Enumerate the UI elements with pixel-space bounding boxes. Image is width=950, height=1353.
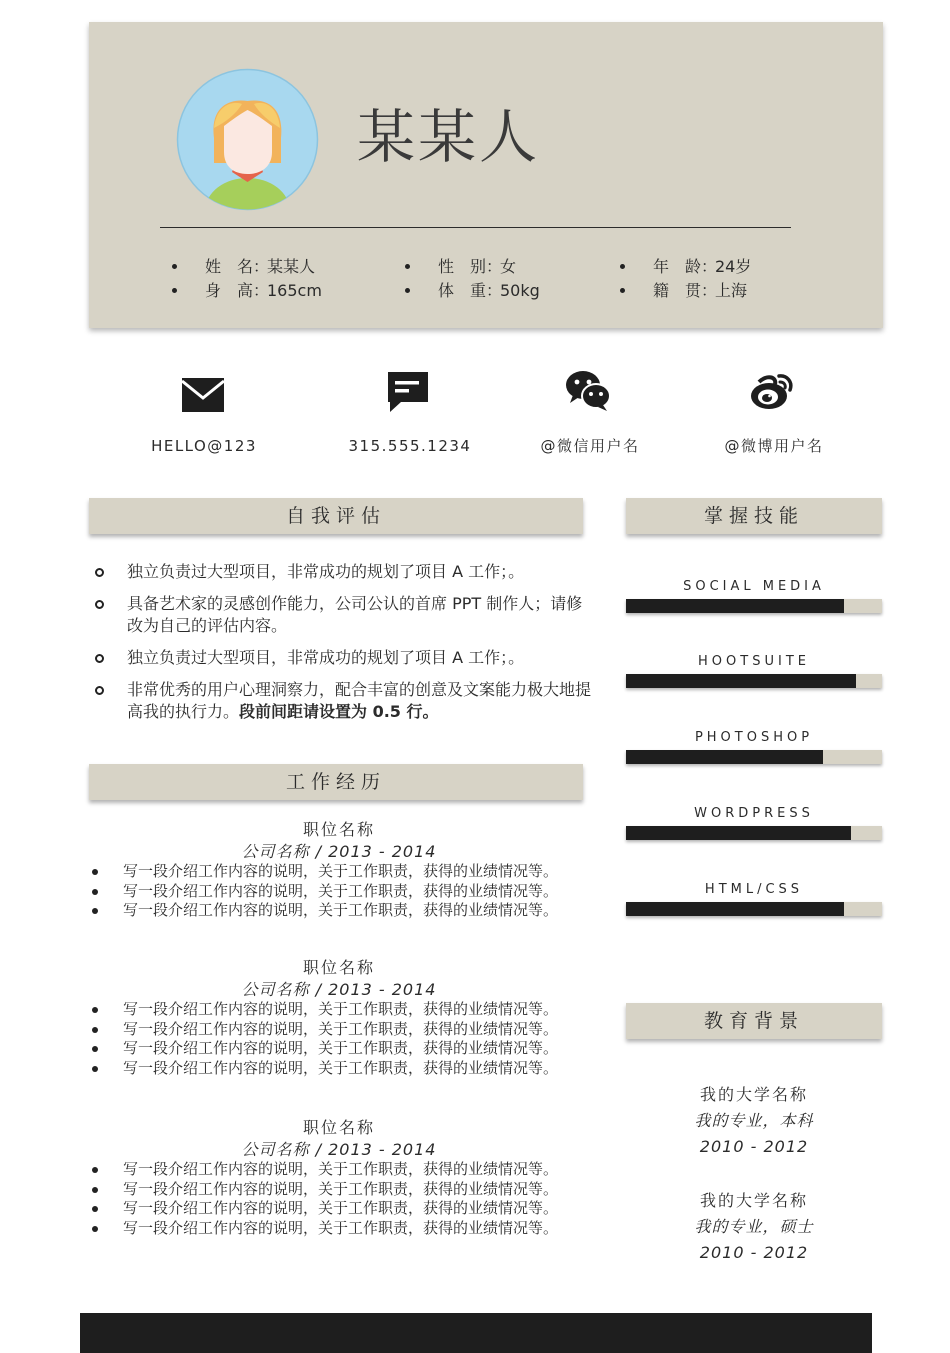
skill-bar (626, 826, 882, 840)
job-title: 职位名称 (302, 820, 375, 839)
ring-bullet-icon (95, 654, 104, 663)
education-heading: 教育背景 (626, 1003, 882, 1039)
person-name: 某某人 (357, 103, 541, 171)
skill-bar-fill (626, 750, 823, 764)
list-item: 写一段介绍工作内容的说明，关于工作职责，获得的业绩情况等。 (89, 1180, 599, 1200)
job-company: 公司名称 / 2013 - 2014 (241, 1140, 437, 1159)
list-item: 写一段介绍工作内容的说明，关于工作职责，获得的业绩情况等。 (89, 882, 599, 902)
weibo-icon (749, 368, 795, 414)
ring-bullet-icon (95, 686, 104, 695)
list-item: 写一段介绍工作内容的说明，关于工作职责，获得的业绩情况等。 (89, 1039, 599, 1059)
info-gender: 性 别：女 (405, 257, 516, 277)
eval-item: 独立负责过大型项目，非常成功的规划了项目 A 工作；。 (95, 561, 595, 583)
list-item: 写一段介绍工作内容的说明，关于工作职责，获得的业绩情况等。 (89, 1199, 599, 1219)
skill-name: SOCIAL MEDIA (683, 579, 825, 594)
mail-icon (180, 372, 226, 418)
skill-bar (626, 750, 882, 764)
header-divider (160, 227, 791, 228)
list-item: 写一段介绍工作内容的说明，关于工作职责，获得的业绩情况等。 (89, 1000, 599, 1020)
work-heading: 工作经历 (89, 764, 583, 800)
self-eval-heading: 自我评估 (89, 498, 583, 534)
bullet-dot (405, 288, 410, 293)
major: 我的专业，硕士 (694, 1217, 814, 1236)
skill-bar (626, 902, 882, 916)
info-name: 姓 名：某某人 (172, 257, 315, 277)
school-name: 我的大学名称 (699, 1191, 808, 1210)
education-entry (626, 1082, 882, 1160)
skill-name: HOOTSUITE (698, 654, 810, 669)
info-height: 身 高：165cm (172, 281, 322, 301)
eval-item: 非常优秀的用户心理洞察力，配合丰富的创意及文案能力极大地提高我的执行力。段前间距请设置为 0.5 行。 (95, 679, 595, 723)
bullet-dot (172, 288, 177, 293)
wechat-text[interactable]: @微信用户名 (540, 437, 640, 455)
list-item: 写一段介绍工作内容的说明，关于工作职责，获得的业绩情况等。 (89, 1020, 599, 1040)
list-item: 写一段介绍工作内容的说明，关于工作职责，获得的业绩情况等。 (89, 862, 599, 882)
footer-bar (80, 1313, 872, 1353)
skill-name: WORDPRESS (694, 806, 814, 821)
list-item: 写一段介绍工作内容的说明，关于工作职责，获得的业绩情况等。 (89, 901, 599, 921)
job-bullets (89, 1000, 599, 1078)
info-hometown: 籍 贯：上海 (620, 281, 747, 301)
list-item: 写一段介绍工作内容的说明，关于工作职责，获得的业绩情况等。 (89, 1219, 599, 1239)
phone-text[interactable]: 315.555.1234 (348, 437, 472, 455)
skill-bar-fill (626, 674, 856, 688)
years: 2010 - 2012 (699, 1137, 809, 1156)
eval-item: 独立负责过大型项目，非常成功的规划了项目 A 工作；。 (95, 647, 595, 669)
bullet-dot (620, 288, 625, 293)
email-text[interactable]: HELLO@123 (151, 437, 257, 455)
skill-bar (626, 599, 882, 613)
job-title: 职位名称 (302, 1118, 375, 1137)
skill-bar-fill (626, 599, 844, 613)
wechat-icon (565, 367, 611, 413)
school-name: 我的大学名称 (699, 1085, 808, 1104)
skill-name: HTML/CSS (704, 882, 804, 897)
years: 2010 - 2012 (699, 1243, 809, 1262)
ring-bullet-icon (95, 568, 104, 577)
job-bullets (89, 1160, 599, 1238)
bullet-dot (405, 264, 410, 269)
education-entry (626, 1188, 882, 1266)
job-company: 公司名称 / 2013 - 2014 (241, 842, 437, 861)
job-company: 公司名称 / 2013 - 2014 (241, 980, 437, 999)
major: 我的专业，本科 (694, 1111, 814, 1130)
ring-bullet-icon (95, 600, 104, 609)
job-bullets (89, 862, 599, 921)
info-weight: 体 重：50kg (405, 281, 540, 301)
weibo-text[interactable]: @微博用户名 (724, 437, 824, 455)
skill-bar (626, 674, 882, 688)
skills-heading: 掌握技能 (626, 498, 882, 534)
avatar (176, 68, 319, 211)
list-item: 写一段介绍工作内容的说明，关于工作职责，获得的业绩情况等。 (89, 1160, 599, 1180)
bullet-dot (620, 264, 625, 269)
list-item: 写一段介绍工作内容的说明，关于工作职责，获得的业绩情况等。 (89, 1059, 599, 1079)
job-title: 职位名称 (302, 958, 375, 977)
message-icon (385, 369, 431, 415)
bullet-dot (172, 264, 177, 269)
skill-bar-fill (626, 826, 851, 840)
skill-name: PHOTOSHOP (694, 730, 814, 745)
eval-item: 具备艺术家的灵感创作能力，公司公认的首席 PPT 制作人；请修改为自己的评估内容。 (95, 593, 585, 637)
skill-bar-fill (626, 902, 844, 916)
info-age: 年 龄：24岁 (620, 257, 751, 277)
